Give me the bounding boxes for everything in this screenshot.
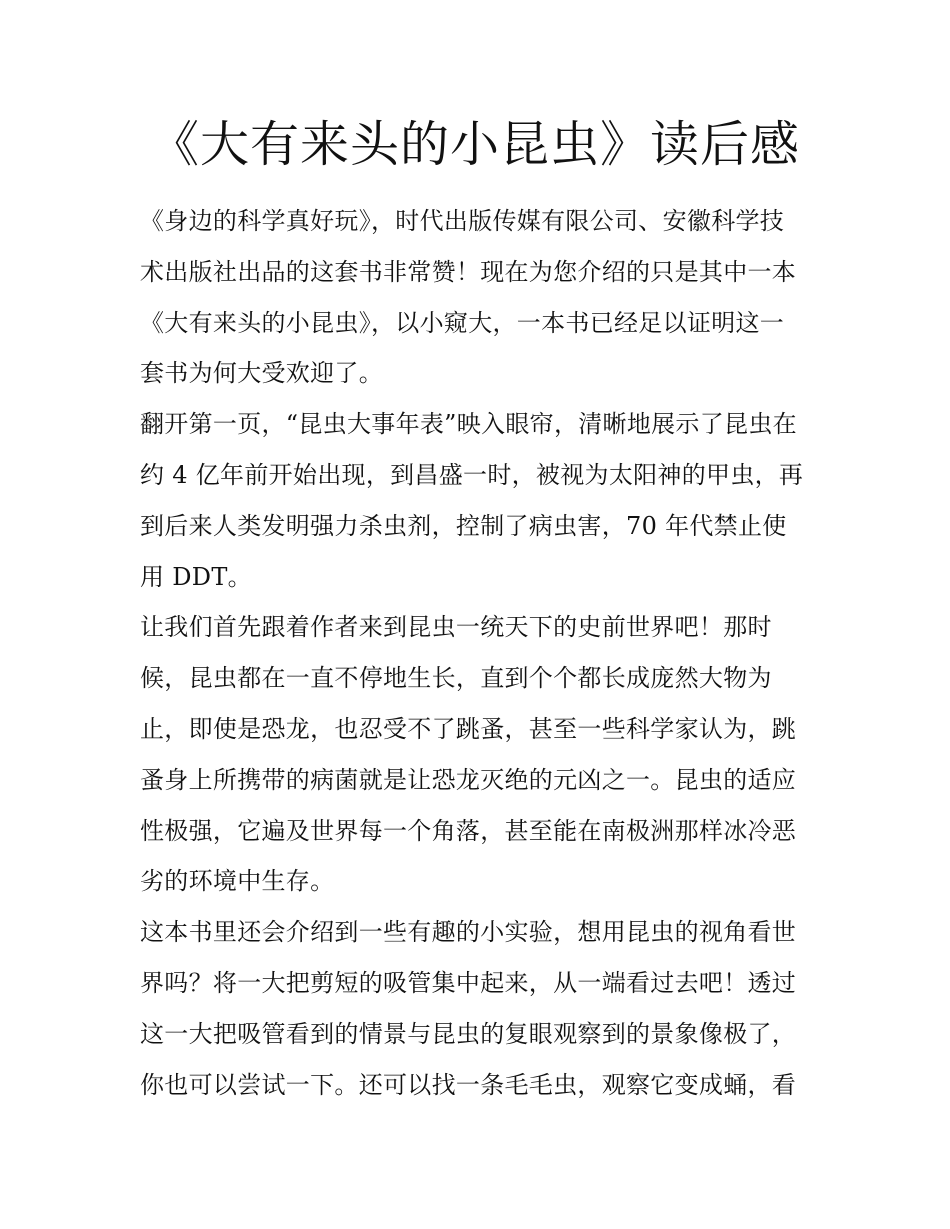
paragraph-line: 翻开第一页，“昆虫大事年表”映入眼帘，清晰地展示了昆虫在: [140, 410, 797, 439]
paragraph-line: 套书为何大受欢迎了。: [140, 359, 383, 388]
paragraph-line: 《身边的科学真好玩》，时代出版传媒有限公司、安徽科学技: [140, 207, 785, 235]
paragraph-line: 约 4 亿年前开始出现，到昌盛一时，被视为太阳神的甲虫，再: [140, 460, 804, 489]
document-title: 《大有来头的小昆虫》读后感: [149, 116, 800, 173]
paragraph-line: 这一大把吸管看到的情景与昆虫的复眼观察到的景象像极了，: [140, 1019, 797, 1048]
paragraph-timeline: [140, 399, 820, 602]
paragraph-line: 性极强，它遍及世界每一个角落，甚至能在南极洲那样冰冷恶: [140, 816, 797, 845]
paragraph-line: 《大有来头的小昆虫》，以小窥大，一本书已经足以证明这一: [140, 308, 785, 337]
paragraph-line: 到后来人类发明强力杀虫剂，控制了病虫害，70 年代禁止使: [140, 511, 787, 540]
paragraph-line: 术出版社出品的这套书非常赞！现在为您介绍的只是其中一本: [140, 257, 797, 286]
paragraph-line: 让我们首先跟着作者来到昆虫一统天下的史前世界吧！那时: [140, 613, 772, 642]
paragraph-line: 止，即使是恐龙，也忍受不了跳蚤，甚至一些科学家认为，跳: [140, 714, 797, 743]
paragraph-line: 界吗？将一大把剪短的吸管集中起来，从一端看过去吧！透过: [140, 968, 797, 997]
paragraph-line: 蚤身上所携带的病菌就是让恐龙灭绝的元凶之一。昆虫的适应: [140, 765, 797, 794]
paragraph-line: 用 DDT。: [140, 562, 252, 591]
paragraph-line: 你也可以尝试一下。还可以找一条毛毛虫，观察它变成蛹，看: [140, 1070, 797, 1099]
paragraph-line: 劣的环境中生存。: [140, 867, 335, 896]
document-body: [140, 196, 820, 1110]
paragraph-line: 候，昆虫都在一直不停地生长，直到个个都长成庞然大物为: [140, 664, 772, 693]
paragraph-prehistory: [140, 602, 820, 907]
paragraph-intro: [140, 196, 820, 399]
paragraph-experiments: [140, 907, 820, 1110]
paragraph-line: 这本书里还会介绍到一些有趣的小实验，想用昆虫的视角看世: [140, 918, 797, 947]
